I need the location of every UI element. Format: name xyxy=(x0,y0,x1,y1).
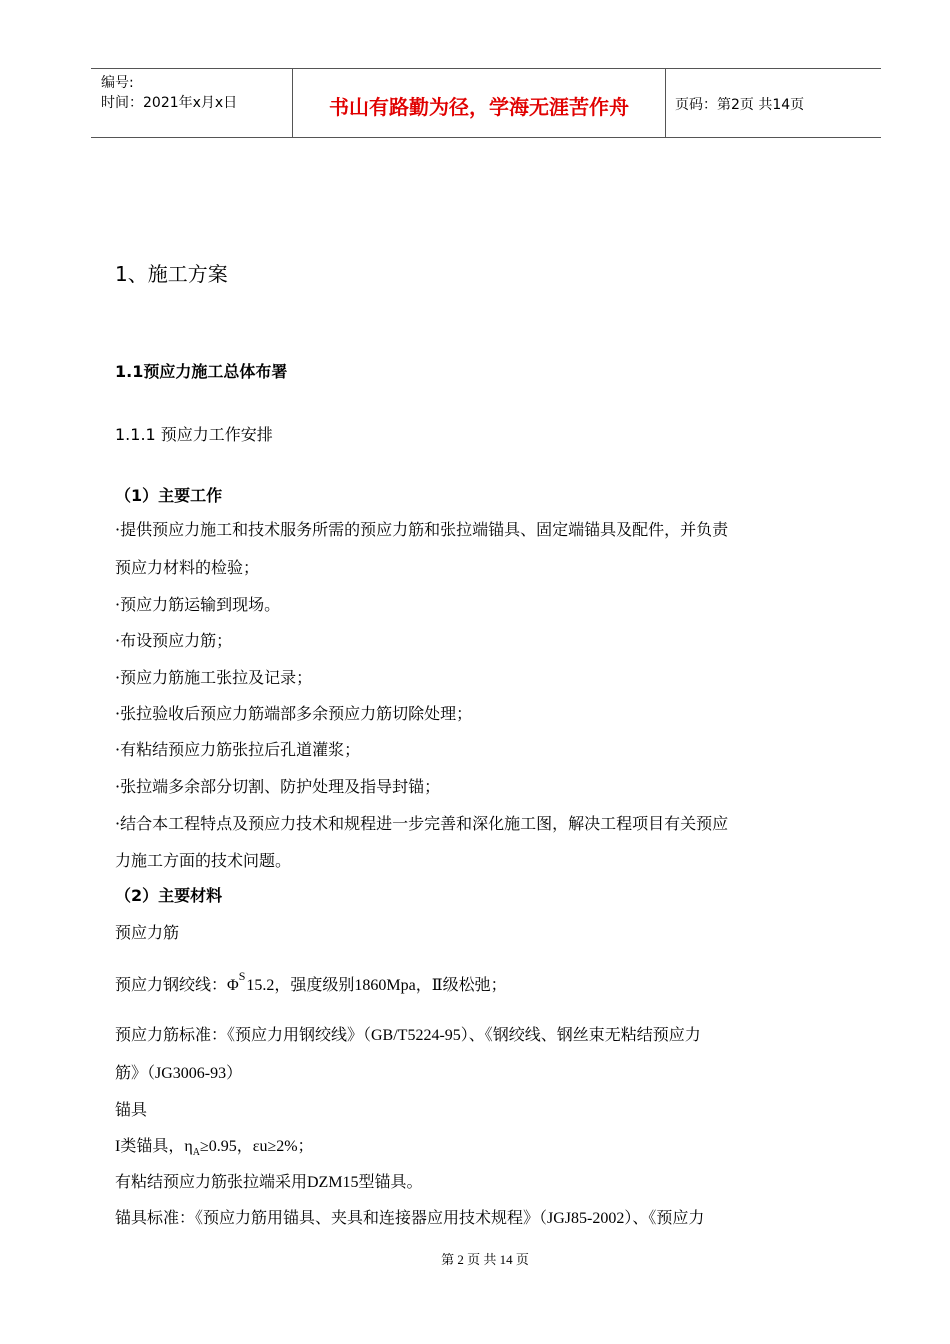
work-item: ·张拉验收后预应力筋端部多余预应力筋切除处理； xyxy=(115,704,473,723)
serial-label: 编号: xyxy=(101,75,134,91)
work-item: ·预应力筋运输到现场。 xyxy=(115,595,281,614)
strand-rest: 15.2，强度级别1860Mpa，Ⅱ级松弛； xyxy=(246,977,507,994)
anchor-class-subscript: A xyxy=(192,1147,200,1159)
anchor-class-prefix: I类锚具，η xyxy=(115,1138,193,1155)
work-item: ·提供预应力施工和技术服务所需的预应力筋和张拉端锚具、固定端锚具及配件，并负责 xyxy=(115,520,729,539)
anchor-standard: 锚具标准：《预应力筋用锚具、夹具和连接器应用技术规程》（JGJ85-2002）、《预应力 xyxy=(115,1210,705,1227)
strand-prefix: 预应力钢绞线：Φ xyxy=(115,977,239,994)
section-heading-1-1-1: 1.1.1 预应力工作安排 xyxy=(115,425,273,444)
work-item: 力施工方面的技术问题。 xyxy=(115,851,292,870)
time-label: 时间：2021年x月x日 xyxy=(101,95,238,111)
header-motto: 书山有路勤为径，学海无涯苦作舟 xyxy=(329,95,629,119)
tendon-standard: 预应力筋标准：《预应力用钢绞线》（GB/T5224-95）、《钢绞线、钢丝束无粘结预应力 xyxy=(115,1027,701,1044)
anchor-class-rest: ≥0.95，εu≥2%； xyxy=(199,1138,314,1155)
strand-spec xyxy=(115,968,507,995)
document-header xyxy=(91,68,881,138)
work-item: ·结合本工程特点及预应力技术和规程进一步完善和深化施工图，解决工程项目有关预应 xyxy=(115,814,729,833)
subheading-main-work: （1）主要工作 xyxy=(115,486,223,505)
work-item: ·预应力筋施工张拉及记录； xyxy=(115,668,313,687)
subheading-main-materials: （2）主要材料 xyxy=(115,886,223,905)
section-heading-1: 1、施工方案 xyxy=(115,262,228,286)
section-heading-1-1: 1.1预应力施工总体布署 xyxy=(115,362,288,381)
work-item: 预应力材料的检验； xyxy=(115,558,260,577)
strand-superscript: S xyxy=(238,968,246,983)
work-item: ·布设预应力筋； xyxy=(115,631,233,650)
header-page-label: 页码：第2页 共14页 xyxy=(675,97,805,113)
header-divider xyxy=(665,69,666,137)
tendon-standard-cont: 筋》（JG3006-93） xyxy=(115,1065,243,1082)
work-item: ·张拉端多余部分切割、防护处理及指导封锚； xyxy=(115,777,441,796)
anchor-heading: 锚具 xyxy=(115,1100,148,1119)
work-item: ·有粘结预应力筋张拉后孔道灌浆； xyxy=(115,740,361,759)
page-footer: 第 2 页 共 14 页 xyxy=(441,1252,529,1267)
tendon-heading: 预应力筋 xyxy=(115,923,180,942)
header-meta xyxy=(101,73,237,113)
anchor-type: 有粘结预应力筋张拉端采用DZM15型锚具。 xyxy=(115,1174,423,1191)
anchor-class xyxy=(115,1133,314,1158)
